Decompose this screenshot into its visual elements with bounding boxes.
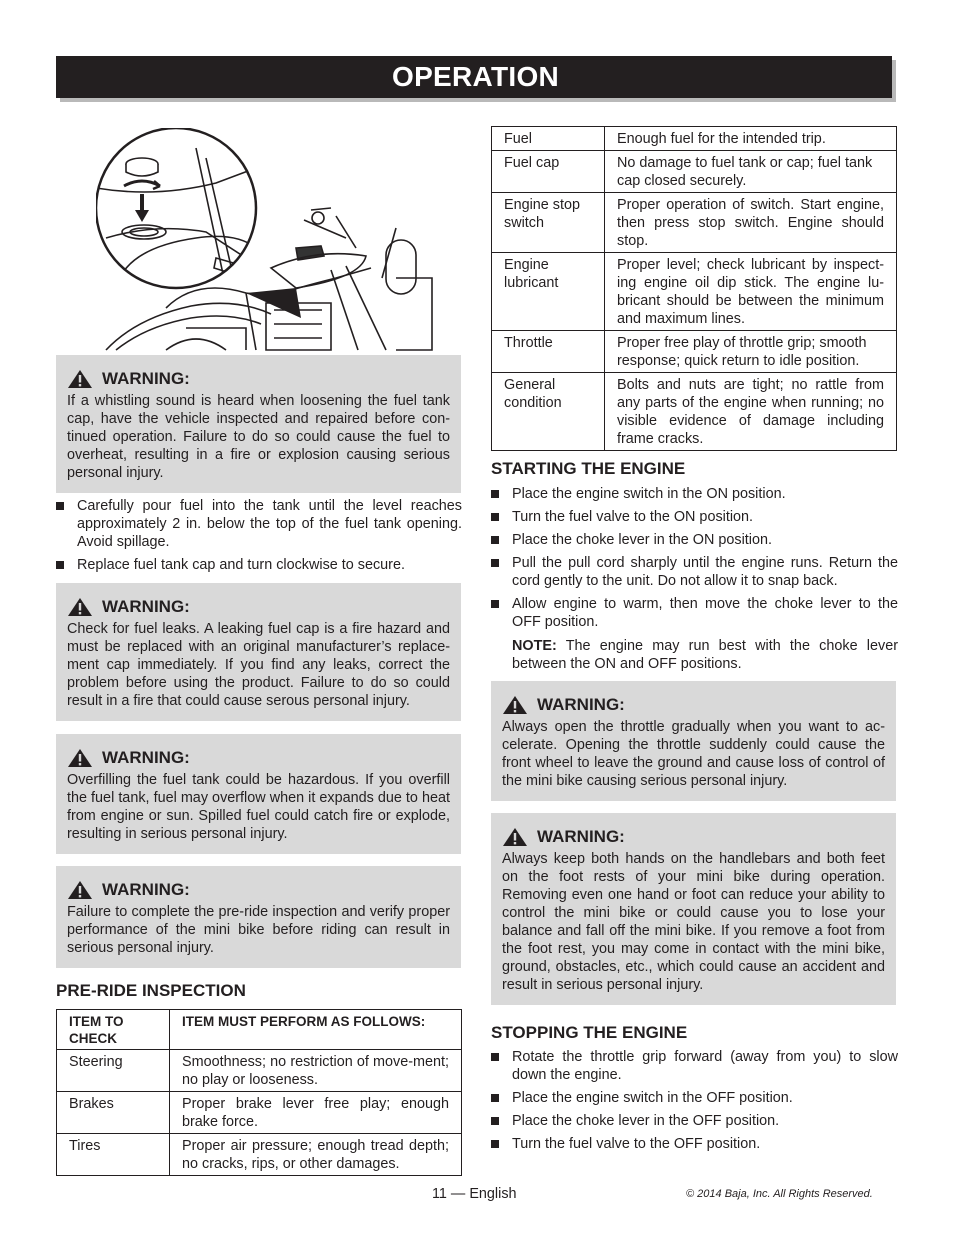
- page-title: OPERATION: [392, 61, 560, 92]
- list-item: Place the choke lever in the ON position.: [491, 531, 898, 549]
- warning-icon: [67, 369, 93, 389]
- table-cell-req: Proper air pressure; enough tread depth; no cracks, rips, or other damages.: [170, 1134, 462, 1176]
- fuel-cap-warning: [56, 355, 461, 493]
- warning-icon: [67, 597, 93, 617]
- table-row: [492, 331, 897, 373]
- warning-text: Check for fuel leaks. A leaking fuel cap is a fire hazard and must be replaced with an original manufacturer’s replace-ment cap immediately. If you find any leaks, correct the problem before using the product. Failure to do so could result in a fire that could cause serous personal injury.: [67, 621, 450, 709]
- table-cell-item: General condition: [492, 373, 605, 451]
- table-row: [492, 151, 897, 193]
- column-header: ITEM MUST PERFORM AS FOLLOWS:: [170, 1010, 462, 1050]
- table-row: [492, 193, 897, 253]
- warning-icon: [502, 695, 528, 715]
- starting-steps-list: [491, 485, 898, 636]
- list-item: Place the engine switch in the OFF position.: [491, 1089, 898, 1107]
- table-row: [492, 127, 897, 151]
- table-cell-req: Enough fuel for the intended trip.: [605, 127, 897, 151]
- table-cell-item: Tires: [57, 1134, 170, 1176]
- preride-warning: [56, 866, 461, 968]
- table-row: [492, 373, 897, 451]
- list-item: Rotate the throttle grip forward (away from you) to slow down the engine.: [491, 1048, 898, 1084]
- table-row: [57, 1050, 462, 1092]
- table-row: [492, 253, 897, 331]
- list-item: Pull the pull cord sharply until the engine runs. Return the cord gently to the unit. Do not allow it to snap back.: [491, 554, 898, 590]
- list-item: Place the engine switch in the ON position.: [491, 485, 898, 503]
- warning-icon: [67, 880, 93, 900]
- table-cell-req: Bolts and nuts are tight; no rattle from any parts of the engine when running; no visible evidence of damage including frame cracks.: [605, 373, 897, 451]
- table-cell-item: Fuel: [492, 127, 605, 151]
- preride-table-left: [56, 1009, 462, 1176]
- fuel-steps-list: [56, 497, 462, 579]
- table-header-row: [57, 1010, 462, 1050]
- table-cell-req: Smoothness; no restriction of move-ment; no play or looseness.: [170, 1050, 462, 1092]
- copyright: © 2014 Baja, Inc. All Rights Reserved.: [686, 1188, 873, 1200]
- list-item: Carefully pour fuel into the tank until the level reaches approximately 2 in. below the top of the fuel tank opening. Avoid spillage.: [56, 497, 462, 551]
- warning-text: Failure to complete the pre-ride inspection and verify proper performance of the mini bike before riding can result in serious personal injury.: [67, 904, 450, 956]
- choke-note: [512, 637, 898, 673]
- warning-icon: [502, 827, 528, 847]
- warning-title: WARNING:: [102, 369, 190, 388]
- table-cell-item: Engine stop switch: [492, 193, 605, 253]
- note-label: NOTE:: [512, 638, 557, 654]
- warning-text: If a whistling sound is heard when loosening the fuel tank cap, have the vehicle inspected and repaired before con-tinued operation. Failure to do so could cause the fuel to overheat, resulting in a fire or explosion causing serious personal injury.: [67, 393, 450, 481]
- table-cell-item: Throttle: [492, 331, 605, 373]
- column-header: ITEM TO CHECK: [57, 1010, 170, 1050]
- list-item: Replace fuel tank cap and turn clockwise to secure.: [56, 556, 462, 574]
- table-row: [57, 1134, 462, 1176]
- warning-title: WARNING:: [102, 880, 190, 899]
- starting-heading: STARTING THE ENGINE: [491, 459, 686, 478]
- warning-title: WARNING:: [537, 827, 625, 846]
- warning-title: WARNING:: [102, 748, 190, 767]
- section-header: [56, 56, 892, 98]
- warning-title: WARNING:: [102, 597, 190, 616]
- warning-text: Always keep both hands on the handlebars and both feet on the foot rests of your mini bike during operation. Removing even one hand or foot can reduce your ability to control the mini bike or could cause you to lose your balance and fall off the mini bike. If you remove a foot from the foot rest, you may come in contact with the mini bike, ground, obstacles, etc., which could cause an accident and result in serious personal injury.: [502, 851, 885, 993]
- list-item: Place the choke lever in the OFF position.: [491, 1112, 898, 1130]
- warning-icon: [67, 748, 93, 768]
- preride-table-right: [491, 126, 897, 451]
- table-cell-item: Fuel cap: [492, 151, 605, 193]
- page-number: 11 — English: [432, 1186, 517, 1202]
- table-cell-item: Engine lubricant: [492, 253, 605, 331]
- stopping-heading: STOPPING THE ENGINE: [491, 1023, 688, 1042]
- table-cell-req: No damage to fuel tank or cap; fuel tank cap closed securely.: [605, 151, 897, 193]
- table-row: [57, 1092, 462, 1134]
- table-cell-req: Proper operation of switch. Start engine, then press stop switch. Engine should stop.: [605, 193, 897, 253]
- stopping-steps-list: [491, 1048, 898, 1158]
- table-cell-req: Proper free play of throttle grip; smooth response; quick return to idle position.: [605, 331, 897, 373]
- overfill-warning: [56, 734, 461, 854]
- preride-heading: PRE-RIDE INSPECTION: [56, 981, 246, 1000]
- list-item: Turn the fuel valve to the ON position.: [491, 508, 898, 526]
- fuel-leak-warning: [56, 583, 461, 721]
- note-text: The engine may run best with the choke lever between the ON and OFF positions.: [512, 638, 898, 672]
- table-cell-req: Proper brake lever free play; enough brake force.: [170, 1092, 462, 1134]
- handlebar-warning: [491, 813, 896, 1005]
- table-cell-item: Brakes: [57, 1092, 170, 1134]
- warning-text: Overfilling the fuel tank could be hazardous. If you overfill the fuel tank, fuel may overflow when it expands due to heat from engine or sun. Spilled fuel could catch fire or explode, resulting in serious personal injury.: [67, 772, 450, 842]
- warning-title: WARNING:: [537, 695, 625, 714]
- throttle-warning: [491, 681, 896, 801]
- table-cell-req: Proper level; check lubricant by inspect-ing engine oil dip stick. The engine lu-bricant should be between the minimum and maximum lines.: [605, 253, 897, 331]
- fuel-cap-illustration: [96, 128, 438, 352]
- list-item: Turn the fuel valve to the OFF position.: [491, 1135, 898, 1153]
- list-item: Allow engine to warm, then move the choke lever to the OFF position.: [491, 595, 898, 631]
- table-cell-item: Steering: [57, 1050, 170, 1092]
- warning-text: Always open the throttle gradually when you want to ac-celerate. Opening the throttle suddenly could cause the front wheel to leave the ground and cause loss of control of the mini bike causing serious personal injury.: [502, 719, 885, 789]
